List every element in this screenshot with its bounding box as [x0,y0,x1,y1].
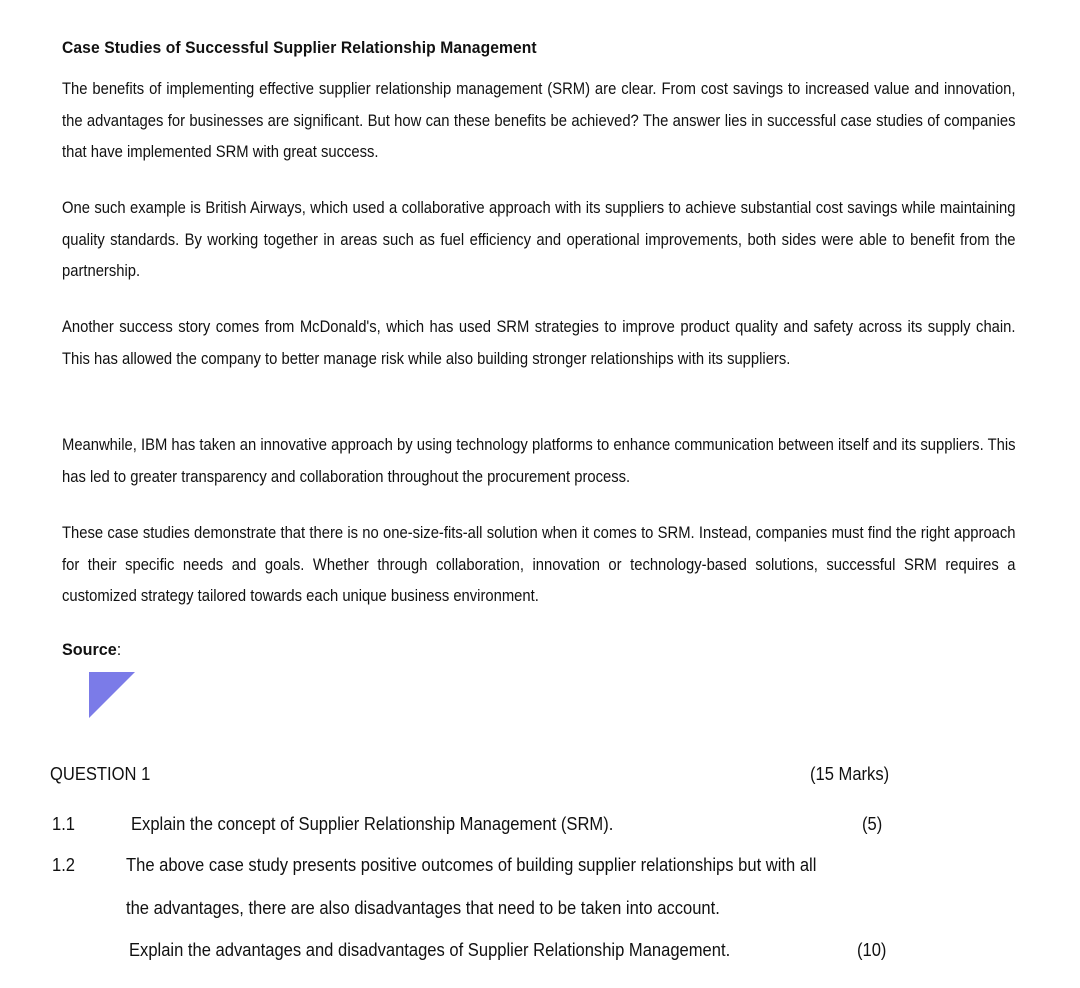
question-number-1-1: 1.1 [52,814,76,834]
paragraph-intro: The benefits of implementing effective supplier relationship management (SRM) are clear. From cost savings to increased value and innovation, the advantages for businesses are significant. But how can these benefits be achieved? The answer lies in successful case studies of companies that have implemented SRM with great success. [62,79,1016,161]
question-text-1-2-line-1: The above case study presents positive outcomes of building supplier relationships but with all [126,855,817,875]
question-marks-1-2: (10) [857,940,887,960]
paragraph-ibm: Meanwhile, IBM has taken an innovative approach by using technology platforms to enhance communication between itself and its suppliers. This has led to greater transparency and collaboration throughout the procurement process. [62,435,1016,486]
document-title: Case Studies of Successful Supplier Relationship Management [62,38,537,57]
paragraph-conclusion: These case studies demonstrate that there is no one-size-fits-all solution when it comes to SRM. Instead, companies must find the right approach for their specific needs and goals. Whether through collaboration, innovation or technology-based solutions, successful SRM requires a customized strategy tailored towards each unique business environment. [62,523,1016,605]
source-line [62,640,121,660]
question-number-1-2: 1.2 [52,855,76,875]
source-label: Source [62,640,117,659]
question-heading: QUESTION 1 [50,764,151,784]
question-text-1-1: Explain the concept of Supplier Relationship Management (SRM). [131,814,614,834]
question-text-1-2-line-3: Explain the advantages and disadvantages of Supplier Relationship Management. [129,940,731,960]
question-total-marks: (15 Marks) [810,764,890,784]
source-colon: : [116,640,122,659]
triangle-marker-icon [89,672,135,718]
question-text-1-2-line-2: the advantages, there are also disadvantages that need to be taken into account. [126,898,720,918]
paragraph-british-airways: One such example is British Airways, which used a collaborative approach with its suppliers to achieve substantial cost savings while maintaining quality standards. By working together in areas such as fuel efficiency and operational improvements, both sides were able to benefit from the partnership. [62,198,1016,280]
paragraph-mcdonalds: Another success story comes from McDonald's, which has used SRM strategies to improve product quality and safety across its supply chain. This has allowed the company to better manage risk while also building stronger relationships with its suppliers. [62,317,1016,368]
question-marks-1-1: (5) [862,814,883,834]
